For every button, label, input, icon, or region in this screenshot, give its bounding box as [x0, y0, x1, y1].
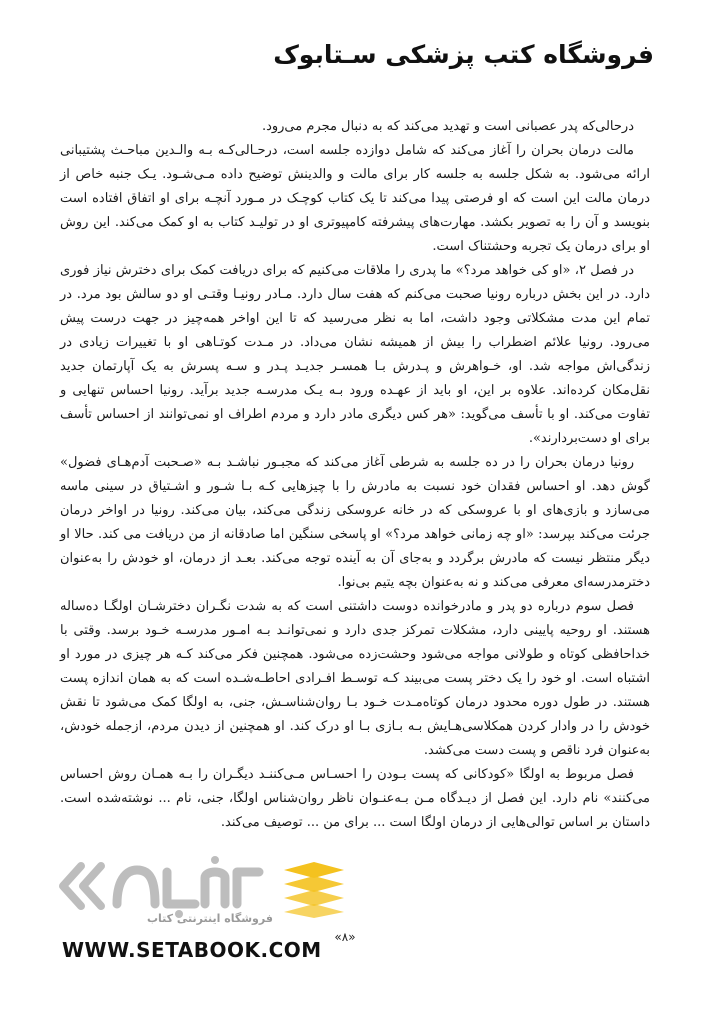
book-stack-icon [280, 860, 348, 918]
setabook-watermark [55, 852, 350, 932]
page-header-title: فروشگاه کتب پزشکی سـتابوک [273, 40, 654, 69]
paragraph: فصل سوم درباره دو پدر و مادرخوانده دوست داشتنی است که به شدت نگـران دخترشـان اولگـا ده‌ساله هستند. او روحیه پایینی دارد، مشکلات تمرکز جدی دارد و نمی‌توانـد بـه امـور مدرسـه خـود برسد. وقتی با خداحافظی کوتاه و طولانی مواجه می‌شود وحشت‌زده می‌شود. همچنین فکر می‌کند کـه هر چیزی در مورد او اشتباه است. او خود را یک دختر پست می‌بیند کـه توسـط افـرادی احاطـه‌شـده است که به همان اندازه پست هستند. در طول دوره محدود درمان کوتاه‌مـدت خـود بـا روان‌شناسـش، جنی، به اولگا کمک می‌شود تا نقش خودش را در وادار کردن همکلاسی‌هـایش بـه بـازی بـا او درک کند. او همچنین از دیدن مردم، ازجمله خودش، به‌عنوان فرد ناقص و پست دست می‌کشد. [60, 599, 650, 758]
watermark-subtitle: فروشگاه اینترنتی کتاب [147, 912, 273, 925]
paragraph: مالت درمان بحران را آغاز می‌کند که شامل دوازده جلسه است، درحـالی‌کـه بـه والـدین مباحـث پشتیبانی ارائه می‌شود. به شکل جلسه به جلسه کار برای مالت و والدینش توضیح داده مـی‌شـود. یـک جنبه خاص از درمان مالت این است که او فرصتی پیدا می‌کند تا یک کتاب کوچـک در مـورد آنچـه برای او اتفاق افتاده است بنویسد و آن را به تصویر بکشد. مهارت‌های پیشرفته کامپیوتری او در تولیـد کتاب به او کمک می‌کند. این روش او برای درمان یک تجربه وحشتناک است. [60, 143, 650, 254]
document-body [60, 115, 650, 835]
paragraph: در فصل ۲، «او کی خواهد مرد؟» ما پدری را ملاقات می‌کنیم که برای دریافت کمک برای دخترش نیاز فوری دارد. در این بخش درباره رونیا صحبت می‌کنم که هفت سال دارد. مـادر رونیـا وقتـی او دو سالش بود مرد. در تمام این مدت مشکلاتی وجود داشت، اما به نظر می‌رسید که تا این اواخر همه‌چیز در جهت درست پیش می‌رود. رونیا علائم اضطراب را بیش از همیشه نشان می‌داد. در مـدت کوتـاهی او با تغییرات زیادی در زندگی‌اش مواجه شد. او، خـواهرش و پـدرش بـا همسـر جدیـد پـدر و سـه پسرش به یک آپارتمان جدید نقل‌مکان کرده‌اند. علاوه بر این، او باید از عهـده ورود بـه یـک مدرسـه جدید برآید. رونیا احساس تنهایی و تفاوت می‌کند. او با تأسف می‌گوید: «هر کس دیگری مادر دارد و مردم اطراف او نمی‌توانند از احساس تأسف برای او دست‌بردارند». [60, 263, 650, 446]
paragraph: درحالی‌که پدر عصبانی است و تهدید می‌کند که به دنبال مجرم می‌رود. [261, 119, 634, 134]
page-number: «۸» [334, 930, 356, 944]
paragraph: فصل مربوط به اولگا «کودکانی که پست بـودن را احسـاس مـی‌کننـد دیگـران را بـه همـان روش احساس می‌کنند» نام دارد. این فصل از دیـدگاه مـن بـه‌عنـوان ناظر روان‌شناس اولگا، جنی، نام ... نوشته‌شده است. داستان بر اساس توالی‌هایی از درمان اولگا است ... برای من ... توصیف می‌کند. [60, 767, 650, 830]
paragraph: رونیا درمان بحران را در ده جلسه به شرطی آغاز می‌کند که مجبـور نباشـد بـه «صـحبت آدم‌هـای فضول» گوش دهد. او احساس فقدان خود نسبت به مادرش را با چیزهایی کـه بـا شـور و اشـتیاق در سینی ماسه می‌سازد و بازی‌های او با عروسکی که در خانه عروسکی زندگی می‌کند، بیان می‌کند. رونیا در اواخر درمان جرئت می‌کند بپرسد: «او چه زمانی خواهد مرد؟» او پاسخی سنگین اما صادقانه از من دریافت می کند. حالا او دیگر منتظر نیست که مادرش برگردد و به‌جای آن به آینده توجه می‌کند. بعـد از درمان، او خودش را به‌عنوان دخترمدرسه‌ای معرفی می‌کند و نه به‌عنوان بچه یتیم بی‌نوا. [60, 455, 650, 590]
site-url[interactable]: WWW.SETABOOK.COM [62, 938, 322, 962]
